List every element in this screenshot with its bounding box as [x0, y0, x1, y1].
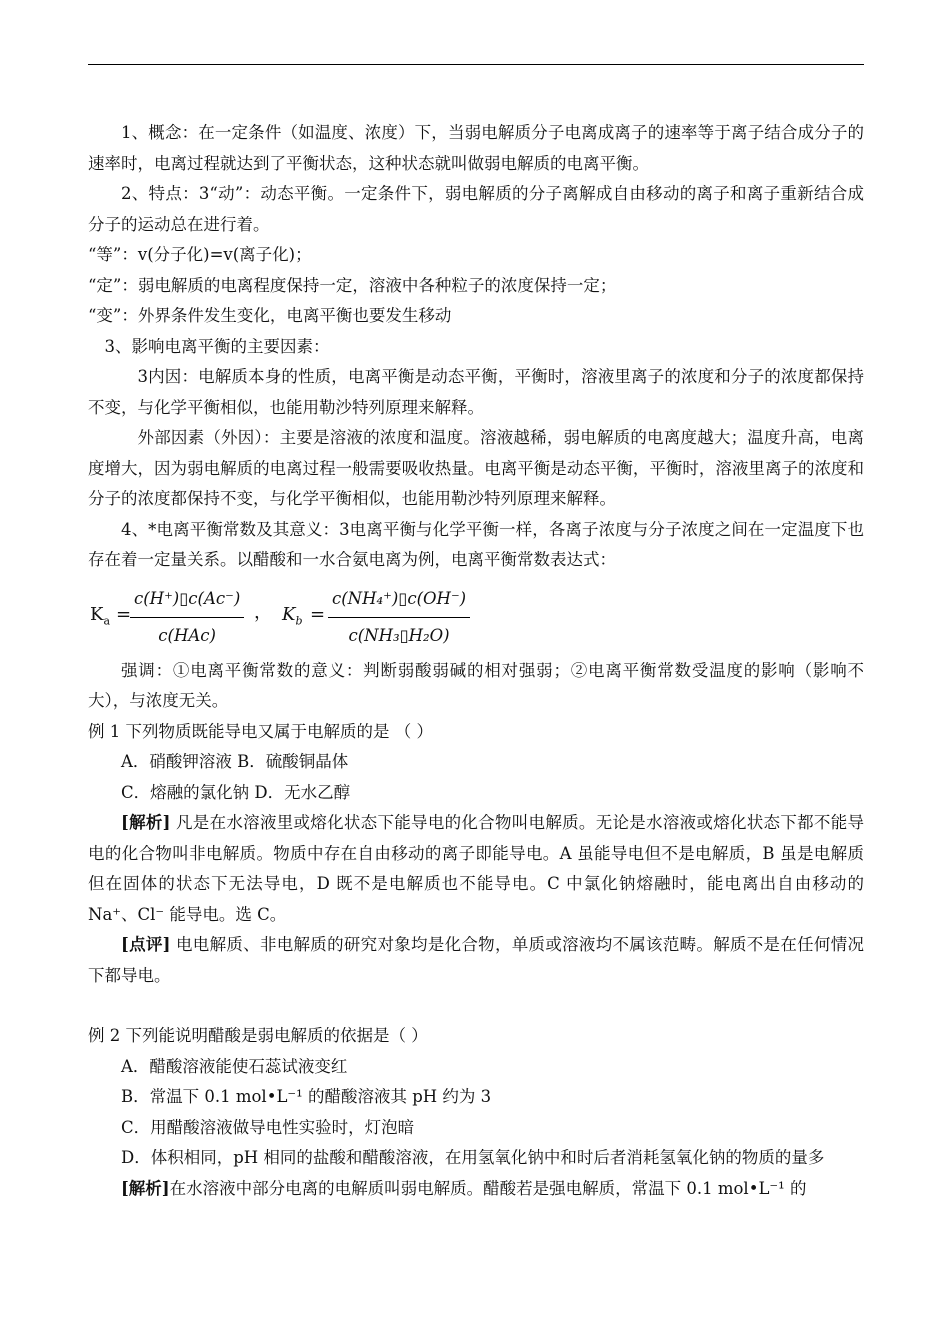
- paragraph-change: “变”：外界条件发生变化，电离平衡也要发生移动: [88, 306, 452, 325]
- equilibrium-constant-formula: [88, 580, 864, 650]
- kb-symbol: $K_b$: [282, 603, 303, 628]
- paragraph-fixed: “定”：弱电解质的电离程度保持一定，溶液中各种粒子的浓度保持一定；: [88, 275, 617, 295]
- example2-option-b: B．常温下 0.1 mol•L⁻¹ 的醋酸溶液其 pH 约为 3: [121, 1087, 492, 1106]
- paragraph-internal: 3内因：电解质本身的性质，电离平衡是动态平衡，平衡时，溶液里离子的浓度和分子的浓度都保持不变，与化学平衡相似，也能用勒沙特列原理来解释。: [88, 367, 864, 417]
- document-body: [88, 118, 864, 1204]
- header-rule: [88, 64, 864, 65]
- analysis-tag: [解析]: [121, 1178, 170, 1198]
- example2-analysis: [88, 1174, 864, 1205]
- analysis-tag: [解析]: [121, 813, 171, 832]
- kb-denominator: c(NH₃▯H₂O): [348, 626, 450, 645]
- example1-options-ab: A．硝酸钾溶液 B．硫酸铜晶体: [121, 752, 349, 771]
- comment-tag: [点评]: [121, 935, 171, 954]
- kb-numerator: c(NH₄⁺)▯c(OH⁻): [328, 584, 470, 619]
- formula-comma: ，: [254, 601, 272, 623]
- analysis-text: 凡是在水溶液里或熔化状态下能导电的化合物叫电解质。无论是水溶液或熔化状态下都不能导电的化合物叫非电解质。物质中存在自由移动的离子即能导电。A 虽能导电但不是电解质，B 虽是电解质但在固体的状态下无法导电，D 既不是电解质也不能导电。C 中氯化钠熔融时，能电离出自由移动的 Na⁺、Cl⁻ 能导电。选 C。: [88, 813, 864, 924]
- example2-option-d: D．体积相同，pH 相同的盐酸和醋酸溶液，在用氢氧化钠中和时后者消耗氢氧化钠的物质的量多: [121, 1148, 825, 1167]
- ka-denominator: c(HAc): [158, 626, 216, 645]
- example1-analysis: [88, 808, 864, 930]
- paragraph-factors: 3、影响电离平衡的主要因素：: [104, 336, 330, 356]
- kb-fraction: [328, 584, 470, 652]
- example1-stem: 例 1 下列物质既能导电又属于电解质的是 （ ）: [88, 721, 433, 741]
- comment-text: 电电解质、非电解质的研究对象均是化合物，单质或溶液均不属该范畴。解质不是在任何情况下都导电。: [88, 935, 864, 985]
- paragraph-external: 外部因素（外因）：主要是溶液的浓度和温度。溶液越稀，弱电解质的电离度越大；温度升高，电离度增大，因为弱电解质的电离过程一般需要吸收热量。电离平衡是动态平衡，平衡时，溶液里离子的浓度和分子的浓度都保持不变，与化学平衡相似，也能用勒沙特列原理来解释。: [88, 428, 864, 508]
- example2-option-c: C．用醋酸溶液做导电性实验时，灯泡暗: [121, 1117, 415, 1137]
- ka-equals: =: [116, 603, 132, 625]
- example1-options-cd: C．熔融的氯化钠 D．无水乙醇: [121, 782, 351, 802]
- paragraph-emphasis: 强调：①电离平衡常数的意义：判断弱酸弱碱的相对强弱；②电离平衡常数受温度的影响（影响不大），与浓度无关。: [88, 660, 864, 710]
- kb-equals: =: [310, 603, 326, 625]
- paragraph-constant: 4、*电离平衡常数及其意义：3电离平衡与化学平衡一样，各离子浓度与分子浓度之间在一定温度下也存在着一定量关系。以醋酸和一水合氨电离为例，电离平衡常数表达式：: [88, 519, 864, 569]
- example2-stem: 例 2 下列能说明醋酸是弱电解质的依据是（ ）: [88, 1026, 428, 1045]
- example2-option-a: A．醋酸溶液能使石蕊试液变红: [121, 1056, 348, 1076]
- paragraph-features: 2、特点：3“动”：动态平衡。一定条件下，弱电解质的分子离解成自由移动的离子和离子重新结合成分子的运动总在进行着。: [88, 184, 864, 234]
- paragraph-concept: 1、概念：在一定条件（如温度、浓度）下，当弱电解质分子电离成离子的速率等于离子结合成分子的速率时，电离过程就达到了平衡状态，这种状态就叫做弱电解质的电离平衡。: [88, 123, 864, 173]
- analysis-text: 在水溶液中部分电离的电解质叫弱电解质。醋酸若是强电解质，常温下 0.1 mol•L⁻¹ 的: [169, 1178, 807, 1198]
- example1-comment: [88, 930, 864, 991]
- section-gap: [88, 991, 864, 1021]
- ka-numerator: c(H⁺)▯c(Ac⁻): [130, 584, 244, 619]
- ka-fraction: [130, 584, 244, 652]
- ka-symbol: $K_a$: [90, 603, 111, 628]
- paragraph-equal: “等”：v(分子化)=v(离子化)；: [88, 245, 312, 264]
